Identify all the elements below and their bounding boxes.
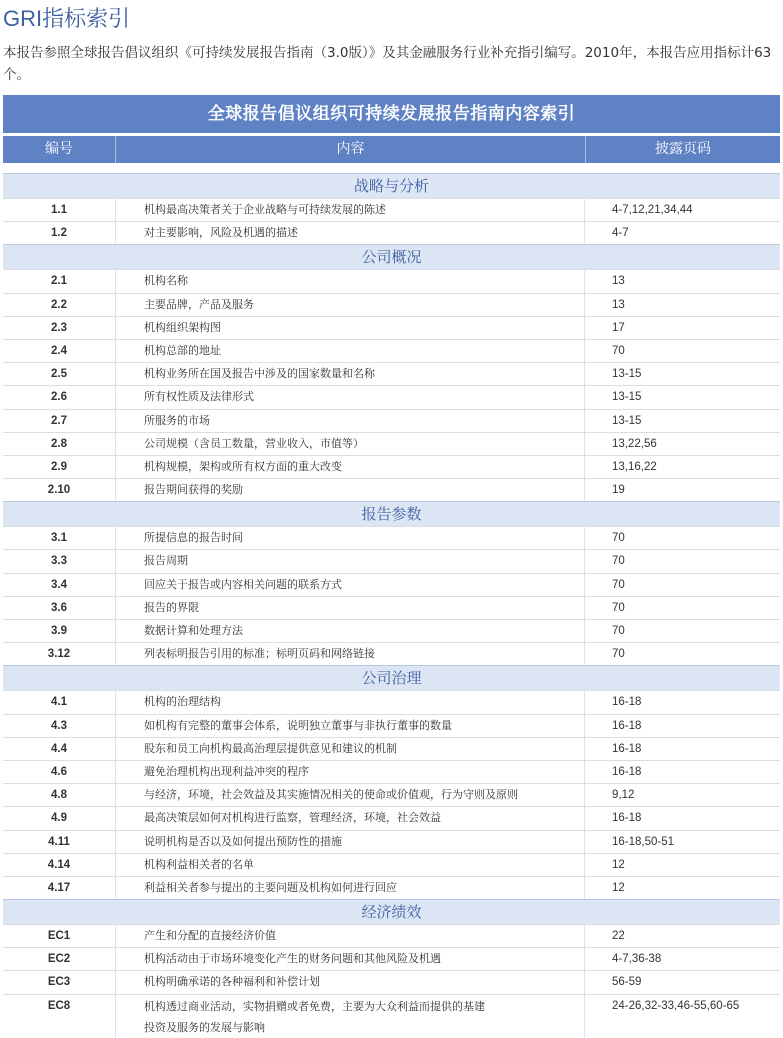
column-header-row (3, 136, 780, 163)
indicator-content: 公司规模（含员工数量，营业收入，市值等） (115, 433, 584, 455)
indicator-id: 4.14 (47, 858, 71, 871)
table-row (3, 806, 780, 829)
indicator-id: 4.9 (51, 812, 67, 825)
indicator-content: 机构利益相关者的名单 (115, 854, 584, 876)
table-row (3, 737, 780, 760)
table-row (3, 573, 780, 596)
section-header: 战略与分析 (3, 173, 780, 198)
table-title: 全球报告倡议组织可持续发展报告指南内容索引 (3, 95, 780, 133)
section-header: 公司治理 (3, 665, 780, 690)
indicator-content: 说明机构是否以及如何提出预防性的措施 (115, 831, 584, 853)
table-row (3, 198, 780, 221)
indicator-content: 机构总部的地址 (115, 340, 584, 362)
gri-index-table (3, 95, 780, 1038)
indicator-id: 2.8 (51, 437, 67, 450)
indicator-id: 4.4 (51, 742, 67, 755)
table-row (3, 690, 780, 713)
indicator-content: 机构最高决策者关于企业战略与可持续发展的陈述 (115, 199, 584, 221)
table-row (3, 853, 780, 876)
table-row (3, 549, 780, 572)
indicator-id: 2.9 (51, 460, 67, 473)
indicator-id: 3.1 (51, 532, 67, 545)
disclosure-pages: 4-7,36-38 (584, 948, 780, 970)
table-row (3, 970, 780, 993)
disclosure-pages: 4-7 (584, 222, 780, 244)
table-row (3, 924, 780, 947)
indicator-content: 机构明确承诺的各种福利和补偿计划 (115, 971, 584, 993)
indicator-id: 1.1 (51, 204, 67, 216)
disclosure-pages: 17 (584, 317, 780, 339)
indicator-id: 2.10 (47, 484, 71, 497)
indicator-content: 所提信息的报告时间 (115, 527, 584, 549)
disclosure-pages: 16-18 (584, 715, 780, 737)
indicator-content: 所服务的市场 (115, 410, 584, 432)
section-header: 经济绩效 (3, 899, 780, 924)
column-header-pages: 披露页码 (655, 141, 711, 157)
indicator-id: EC2 (47, 953, 71, 966)
indicator-id: 3.12 (47, 648, 71, 661)
indicator-id: 2.5 (51, 368, 67, 381)
table-body (3, 173, 780, 1038)
table-row (3, 409, 780, 432)
indicator-content-line: 机构透过商业活动，实物捐赠或者免费，主要为大众利益而提供的基建 (144, 999, 485, 1013)
indicator-content: 机构的治理结构 (115, 691, 584, 713)
indicator-id: 3.9 (51, 625, 67, 637)
indicator-content: 机构组织架构图 (115, 317, 584, 339)
indicator-content: 机构名称 (115, 270, 584, 292)
indicator-id: 2.6 (51, 391, 67, 404)
table-row (3, 714, 780, 737)
table-row (3, 385, 780, 408)
disclosure-pages: 13 (584, 270, 780, 292)
disclosure-pages: 13-15 (584, 410, 780, 432)
disclosure-pages: 70 (584, 620, 780, 642)
indicator-content: 数据计算和处理方法 (115, 620, 584, 642)
column-header-content: 内容 (116, 136, 586, 163)
indicator-id: 4.1 (51, 696, 67, 709)
indicator-content: 避免治理机构出现利益冲突的程序 (115, 761, 584, 783)
disclosure-pages: 16-18 (584, 738, 780, 760)
table-row (3, 339, 780, 362)
disclosure-pages: 13,16,22 (584, 456, 780, 478)
indicator-id: 4.17 (47, 881, 71, 894)
table-row (3, 619, 780, 642)
disclosure-pages: 12 (584, 854, 780, 876)
disclosure-pages: 13-15 (584, 386, 780, 408)
disclosure-pages: 16-18 (584, 761, 780, 783)
table-row (3, 947, 780, 970)
indicator-content: 与经济，环境，社会效益及其实施情况相关的使命或价值观，行为守则及原则 (115, 784, 584, 806)
indicator-content: 所有权性质及法律形式 (115, 386, 584, 408)
disclosure-pages: 70 (584, 574, 780, 596)
table-row (3, 526, 780, 549)
indicator-id: 2.4 (51, 344, 67, 357)
table-row (3, 455, 780, 478)
indicator-id: 4.8 (51, 789, 67, 802)
disclosure-pages: 13,22,56 (584, 433, 780, 455)
indicator-id: EC1 (47, 930, 71, 943)
indicator-content: 报告期间获得的奖励 (115, 479, 584, 501)
indicator-content: 产生和分配的直接经济价值 (115, 925, 584, 947)
disclosure-pages: 70 (584, 340, 780, 362)
column-header-id: 编号 (3, 136, 116, 163)
indicator-id: 2.7 (51, 414, 67, 427)
indicator-content: 报告的界限 (115, 597, 584, 619)
indicator-content: 对主要影响，风险及机遇的描述 (115, 222, 584, 244)
table-row (3, 269, 780, 292)
disclosure-pages: 16-18,50-51 (584, 831, 780, 853)
indicator-id: 2.3 (51, 321, 67, 334)
disclosure-pages: 9,12 (584, 784, 780, 806)
disclosure-pages: 4-7,12,21,34,44 (584, 199, 780, 221)
indicator-content: 回应关于报告或内容相关问题的联系方式 (115, 574, 584, 596)
disclosure-pages: 13-15 (584, 363, 780, 385)
indicator-content: 主要品牌，产品及服务 (115, 294, 584, 316)
disclosure-pages: 70 (584, 597, 780, 619)
disclosure-pages: 12 (584, 877, 780, 899)
disclosure-pages: 70 (584, 550, 780, 572)
intro-paragraph: 本报告参照全球报告倡议组织《可持续发展报告指南（3.0版）》及其金融服务行业补充指引编写。2010年，本报告应用指标计63个。 (3, 45, 772, 83)
indicator-id: 4.3 (51, 719, 67, 732)
indicator-content: 如机构有完整的董事会体系，说明独立董事与非执行董事的数量 (115, 715, 584, 737)
table-row (3, 783, 780, 806)
disclosure-pages: 16-18 (584, 691, 780, 713)
table-row (3, 642, 780, 665)
indicator-content (115, 995, 584, 1038)
indicator-id: 3.3 (51, 555, 67, 568)
disclosure-pages: 19 (584, 479, 780, 501)
disclosure-pages: 24-26,32-33,46-55,60-65 (584, 995, 780, 1038)
table-row (3, 876, 780, 899)
disclosure-pages: 16-18 (584, 807, 780, 829)
indicator-content: 股东和员工向机构最高治理层提供意见和建议的机制 (115, 738, 584, 760)
disclosure-pages: 56-59 (584, 971, 780, 993)
indicator-id: 3.4 (51, 578, 67, 591)
page-title: GRI指标索引 (3, 6, 131, 31)
indicator-id: EC8 (47, 999, 71, 1012)
table-row (3, 432, 780, 455)
indicator-id: EC3 (47, 976, 71, 989)
section-header: 报告参数 (3, 501, 780, 526)
indicator-content: 机构活动由于市场环境变化产生的财务问题和其他风险及机遇 (115, 948, 584, 970)
indicator-content: 利益相关者参与提出的主要问题及机构如何进行回应 (115, 877, 584, 899)
indicator-content: 机构规模，架构或所有权方面的重大改变 (115, 456, 584, 478)
table-row (3, 221, 780, 244)
indicator-id: 4.6 (51, 765, 67, 778)
indicator-id: 2.2 (51, 298, 67, 311)
indicator-content-line: 投资及服务的发展与影响 (144, 1020, 265, 1034)
indicator-content: 机构业务所在国及报告中涉及的国家数量和名称 (115, 363, 584, 385)
disclosure-pages: 13 (584, 294, 780, 316)
indicator-id: 4.11 (48, 835, 70, 848)
table-row (3, 316, 780, 339)
table-row (3, 994, 780, 1038)
table-row (3, 362, 780, 385)
disclosure-pages: 22 (584, 925, 780, 947)
table-row (3, 293, 780, 316)
indicator-content: 最高决策层如何对机构进行监察，管理经济，环境，社会效益 (115, 807, 584, 829)
disclosure-pages: 70 (584, 527, 780, 549)
table-row (3, 596, 780, 619)
section-header: 公司概况 (3, 244, 780, 269)
indicator-content: 报告周期 (115, 550, 584, 572)
disclosure-pages: 70 (584, 643, 780, 665)
table-row (3, 830, 780, 853)
table-row (3, 760, 780, 783)
indicator-id: 1.2 (51, 227, 67, 240)
indicator-content: 列表标明报告引用的标准；标明页码和网络链接 (115, 643, 584, 665)
indicator-id: 3.6 (51, 601, 67, 614)
table-row (3, 478, 780, 501)
indicator-id: 2.1 (51, 275, 67, 288)
